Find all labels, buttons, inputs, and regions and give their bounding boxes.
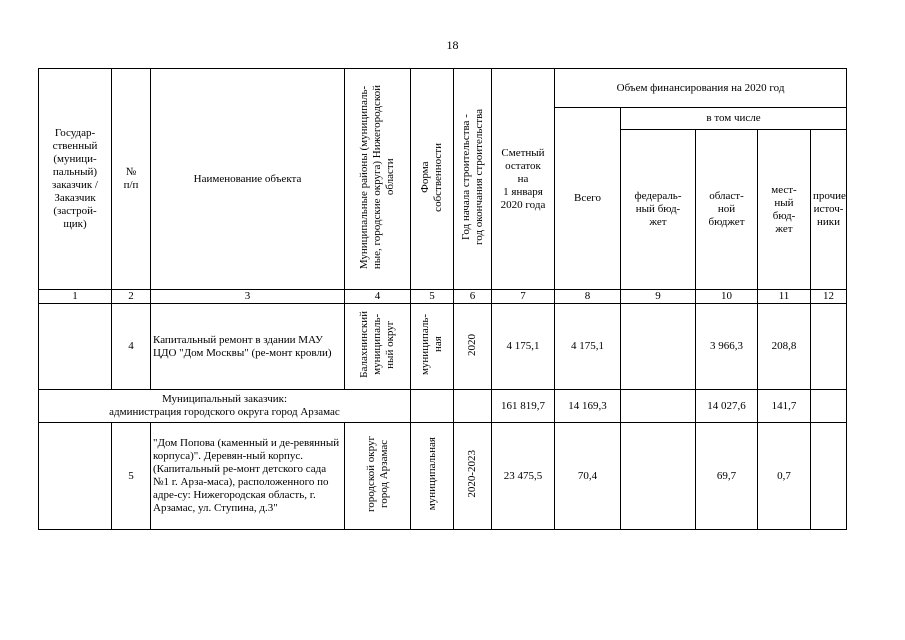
row5-other bbox=[811, 423, 847, 530]
summary-regional: 14 027,6 bbox=[696, 390, 758, 423]
summary-federal bbox=[621, 390, 696, 423]
row5-district: городской округ город Арзамас bbox=[364, 435, 390, 513]
financing-table bbox=[38, 68, 847, 530]
row5-name: "Дом Попова (каменный и де-ревянный корпуса)". Деревян-ный корпус. (Капитальный ре-монт детского сада №1 г. Арза-маса), расположенного по адре-су: Нижегородская область, г. Арзамас, ул. Ступина, д.3" bbox=[151, 423, 345, 530]
header-estimate: Сметный остаток на 1 января 2020 года bbox=[492, 69, 555, 290]
row4-years: 2020 bbox=[466, 333, 478, 356]
col-number: 10 bbox=[696, 290, 758, 304]
summary-label: Муниципальный заказчик: администрация городского округа город Арзамас bbox=[39, 390, 411, 423]
col-number: 5 bbox=[411, 290, 454, 304]
row4-local: 208,8 bbox=[758, 304, 811, 390]
row5-num: 5 bbox=[112, 423, 151, 530]
row5-estimate: 23 475,5 bbox=[492, 423, 555, 530]
col-number: 4 bbox=[345, 290, 411, 304]
row4-regional: 3 966,3 bbox=[696, 304, 758, 390]
summary-estimate: 161 819,7 bbox=[492, 390, 555, 423]
header-ownership: Форма собственности bbox=[419, 142, 444, 212]
summary-local: 141,7 bbox=[758, 390, 811, 423]
col-number: 8 bbox=[555, 290, 621, 304]
header-customer: Государ- ственный (муници- пальный) заказчик / Заказчик (застрой- щик) bbox=[39, 69, 112, 290]
header-total: Всего bbox=[555, 108, 621, 290]
col-number: 3 bbox=[151, 290, 345, 304]
header-other: прочие источ- ники bbox=[811, 130, 847, 290]
summary-row bbox=[39, 390, 847, 423]
row4-other bbox=[811, 304, 847, 390]
col-number: 12 bbox=[811, 290, 847, 304]
summary-ownership bbox=[411, 390, 454, 423]
row4-name: Капитальный ремонт в здании МАУ ЦДО "Дом Москвы" (ре-монт кровли) bbox=[151, 304, 345, 390]
row4-total: 4 175,1 bbox=[555, 304, 621, 390]
col-number: 6 bbox=[454, 290, 492, 304]
page-number: 18 bbox=[446, 38, 459, 52]
summary-years bbox=[454, 390, 492, 423]
row5-local: 0,7 bbox=[758, 423, 811, 530]
header-years: Год начала строительства - год окончания строительства bbox=[459, 109, 485, 245]
col-number: 2 bbox=[112, 290, 151, 304]
col-number: 11 bbox=[758, 290, 811, 304]
row5-total: 70,4 bbox=[555, 423, 621, 530]
row5-regional: 69,7 bbox=[696, 423, 758, 530]
row5-years: 2020-2023 bbox=[466, 450, 478, 498]
row5-federal bbox=[621, 423, 696, 530]
table-row bbox=[39, 423, 847, 530]
col-number: 7 bbox=[492, 290, 555, 304]
header-num: № п/п bbox=[112, 69, 151, 290]
header-object-name: Наименование объекта bbox=[151, 69, 345, 290]
header-local: мест- ный бюд- жет bbox=[758, 130, 811, 290]
header-funding: Объем финансирования на 2020 год bbox=[555, 69, 847, 108]
row4-estimate: 4 175,1 bbox=[492, 304, 555, 390]
header-federal: федераль- ный бюд- жет bbox=[621, 130, 696, 290]
row4-district: Балахнинский муниципаль- ный округ bbox=[358, 311, 396, 378]
summary-total: 14 169,3 bbox=[555, 390, 621, 423]
row4-num: 4 bbox=[112, 304, 151, 390]
header-including: в том числе bbox=[621, 108, 847, 130]
row4-customer bbox=[39, 304, 112, 390]
header-regional: област- ной бюджет bbox=[696, 130, 758, 290]
summary-other bbox=[811, 390, 847, 423]
row5-ownership: муниципальная bbox=[425, 437, 438, 511]
table-row bbox=[39, 304, 847, 390]
col-number: 9 bbox=[621, 290, 696, 304]
row4-federal bbox=[621, 304, 696, 390]
col-number: 1 bbox=[39, 290, 112, 304]
header-districts: Муниципальные районы (муниципаль- ные, городские округа) Нижегородской области bbox=[358, 84, 396, 270]
row5-customer bbox=[39, 423, 112, 530]
row4-ownership: муниципаль- ная bbox=[419, 313, 444, 376]
